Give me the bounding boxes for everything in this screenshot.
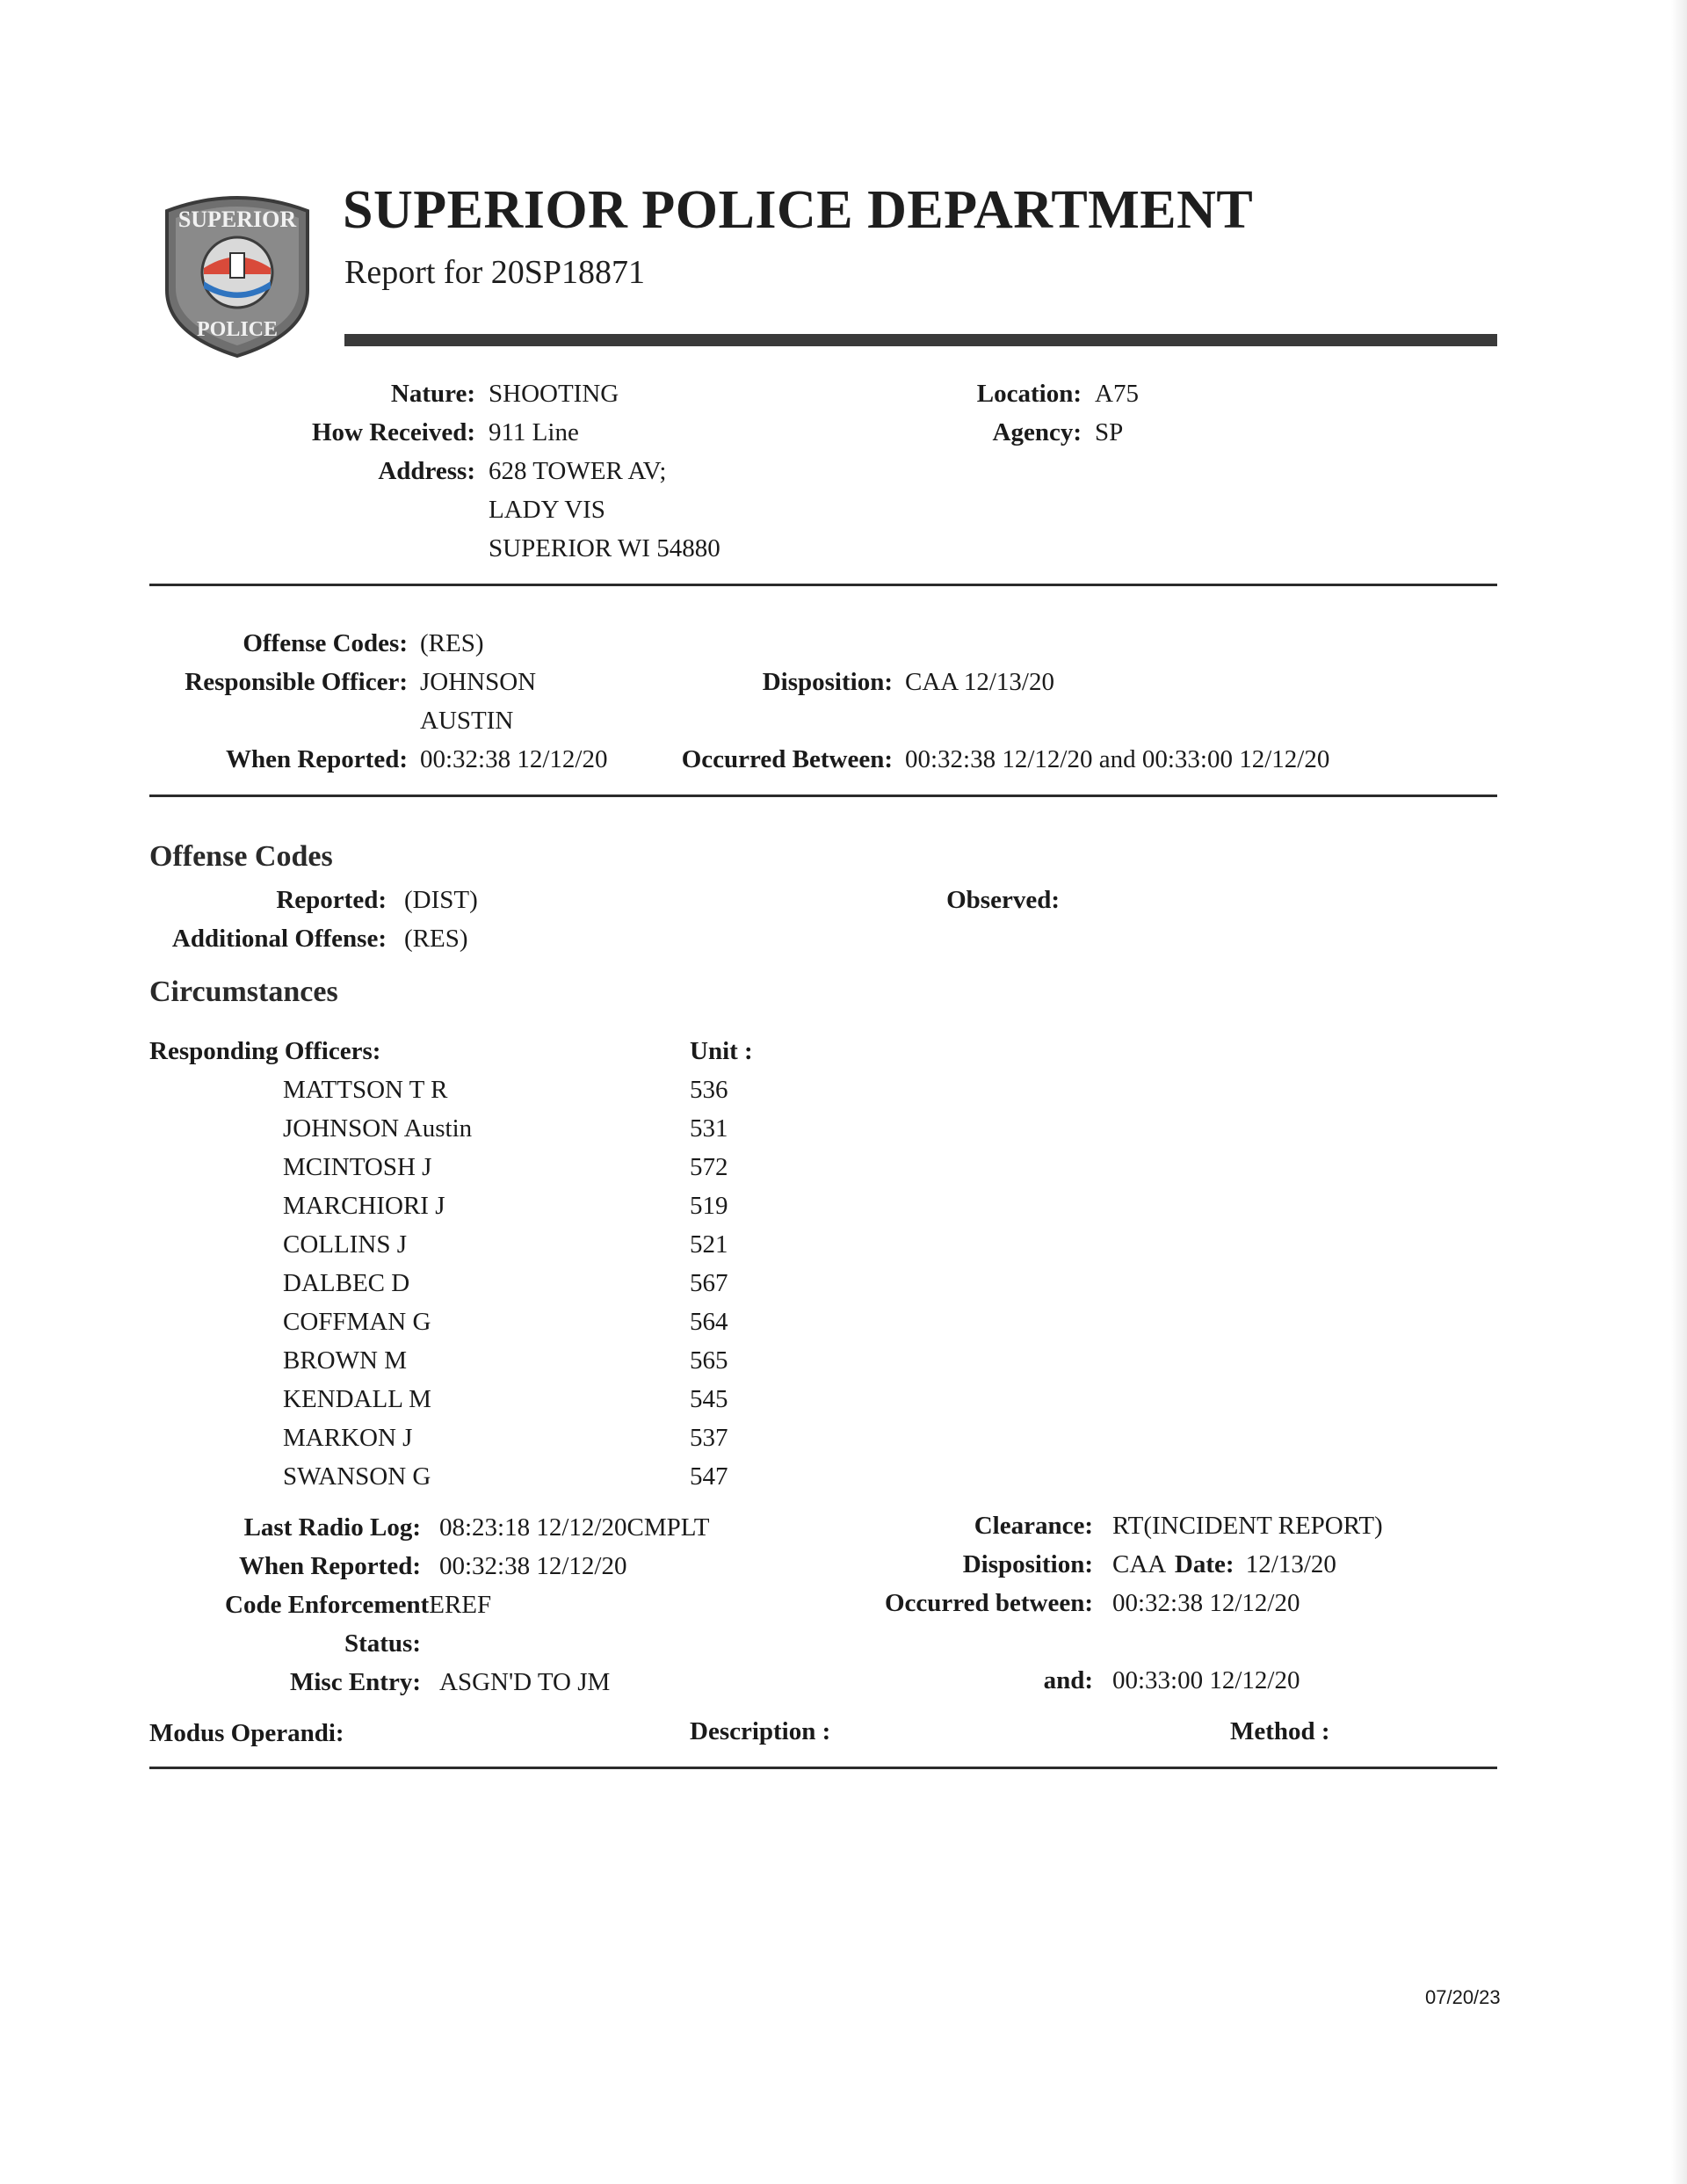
responsible-officer-line-2: AUSTIN <box>420 707 514 735</box>
offense-codes-heading: Offense Codes <box>149 840 333 873</box>
code-enforcement-value: EREF <box>429 1591 492 1619</box>
disposition-value: CAA 12/13/20 <box>905 668 1054 696</box>
responsible-officer-line-1: JOHNSON <box>420 668 537 696</box>
when-reported-value: 00:32:38 12/12/20 <box>420 745 608 773</box>
officer-unit: 572 <box>690 1153 728 1181</box>
when-reported-label: When Reported: <box>225 745 408 773</box>
how-received-value: 911 Line <box>489 418 579 446</box>
modus-operandi-label: Modus Operandi: <box>149 1719 344 1747</box>
occurred-between-label: Occurred Between: <box>681 745 893 773</box>
details-when-reported-value: 00:32:38 12/12/20 <box>439 1552 627 1580</box>
occurred-between-value: 00:32:38 12/12/20 and 00:33:00 12/12/20 <box>905 745 1330 773</box>
divider-2 <box>149 795 1497 797</box>
officer-unit: 547 <box>690 1462 728 1491</box>
scan-edge-shadow <box>1671 0 1687 2184</box>
officer-name: MARKON J <box>283 1424 413 1452</box>
observed-label: Observed: <box>946 886 1060 914</box>
responsible-officer-label: Responsible Officer: <box>185 668 408 696</box>
clearance-label: Clearance: <box>974 1512 1093 1540</box>
responding-officers-label: Responding Officers: <box>149 1037 381 1065</box>
details-and-label: and: <box>1043 1666 1093 1694</box>
method-label: Method : <box>1230 1717 1330 1745</box>
reported-label: Reported: <box>276 886 387 914</box>
misc-entry-label: Misc Entry: <box>290 1668 421 1696</box>
officer-unit: 565 <box>690 1346 728 1375</box>
code-enforcement-label: Code Enforcement <box>225 1591 430 1619</box>
officer-name: KENDALL M <box>283 1385 431 1413</box>
officer-name: BROWN M <box>283 1346 407 1375</box>
agency-value: SP <box>1095 418 1124 446</box>
officer-unit: 519 <box>690 1192 728 1220</box>
offense-codes-value: (RES) <box>420 629 484 657</box>
details-when-reported-label: When Reported: <box>238 1552 421 1580</box>
disposition-label: Disposition: <box>762 668 893 696</box>
badge-text-bottom: POLICE <box>196 318 279 341</box>
officer-unit: 531 <box>690 1114 728 1143</box>
location-label: Location: <box>976 380 1082 408</box>
officer-name: MARCHIORI J <box>283 1192 445 1220</box>
details-disposition-label: Disposition: <box>962 1550 1093 1578</box>
unit-label: Unit : <box>690 1037 753 1065</box>
divider-3 <box>149 1767 1497 1769</box>
officer-name: DALBEC D <box>283 1269 410 1297</box>
officer-unit: 537 <box>690 1424 728 1452</box>
location-value: A75 <box>1095 380 1139 408</box>
details-disposition-value <box>1112 1550 1336 1579</box>
officer-name: SWANSON G <box>283 1462 431 1491</box>
officer-name: MCINTOSH J <box>283 1153 432 1181</box>
details-and-value: 00:33:00 12/12/20 <box>1112 1666 1300 1694</box>
additional-offense-label: Additional Offense: <box>171 925 387 953</box>
details-occurred-between-value: 00:32:38 12/12/20 <box>1112 1589 1300 1617</box>
officer-unit: 521 <box>690 1230 728 1259</box>
officer-unit: 564 <box>690 1308 728 1336</box>
reported-value: (DIST) <box>404 886 478 914</box>
print-date: 07/20/23 <box>1425 1986 1501 2008</box>
officer-name: COLLINS J <box>283 1230 407 1259</box>
circumstances-heading: Circumstances <box>149 976 338 1008</box>
report-number: Report for 20SP18871 <box>344 254 645 291</box>
officer-name: MATTSON T R <box>283 1076 448 1104</box>
last-radio-log-label: Last Radio Log: <box>243 1513 421 1542</box>
officer-name: COFFMAN G <box>283 1308 431 1336</box>
misc-entry-value: ASGN'D TO JM <box>439 1668 611 1696</box>
address-line-3: SUPERIOR WI 54880 <box>489 534 720 562</box>
details-date-label: Date: <box>1174 1550 1234 1578</box>
clearance-value: RT(INCIDENT REPORT) <box>1112 1512 1383 1540</box>
additional-offense-value: (RES) <box>404 925 468 953</box>
divider-1 <box>149 584 1497 586</box>
offense-codes-label: Offense Codes: <box>243 629 408 657</box>
header-rule <box>344 334 1497 346</box>
agency-label: Agency: <box>992 418 1082 446</box>
details-disposition-code: CAA <box>1112 1550 1165 1578</box>
address-label: Address: <box>378 457 475 485</box>
page-title: SUPERIOR POLICE DEPARTMENT <box>343 180 1254 240</box>
code-enforcement-line <box>225 1591 491 1620</box>
officer-unit: 536 <box>690 1076 728 1104</box>
status-label: Status: <box>344 1629 421 1658</box>
officer-name: JOHNSON Austin <box>283 1114 473 1143</box>
nature-label: Nature: <box>390 380 475 408</box>
address-line-1: 628 TOWER AV; <box>489 457 667 485</box>
last-radio-log-value: 08:23:18 12/12/20CMPLT <box>439 1513 710 1542</box>
address-line-2: LADY VIS <box>489 496 605 524</box>
badge-text-top: SUPERIOR <box>177 207 297 232</box>
details-occurred-between-label: Occurred between: <box>884 1589 1093 1617</box>
police-badge-logo <box>149 185 325 360</box>
details-date-value: 12/13/20 <box>1245 1550 1336 1578</box>
nature-value: SHOOTING <box>489 380 619 408</box>
officer-unit: 567 <box>690 1269 728 1297</box>
how-received-label: How Received: <box>311 418 475 446</box>
officer-unit: 545 <box>690 1385 728 1413</box>
description-label: Description : <box>690 1717 831 1745</box>
